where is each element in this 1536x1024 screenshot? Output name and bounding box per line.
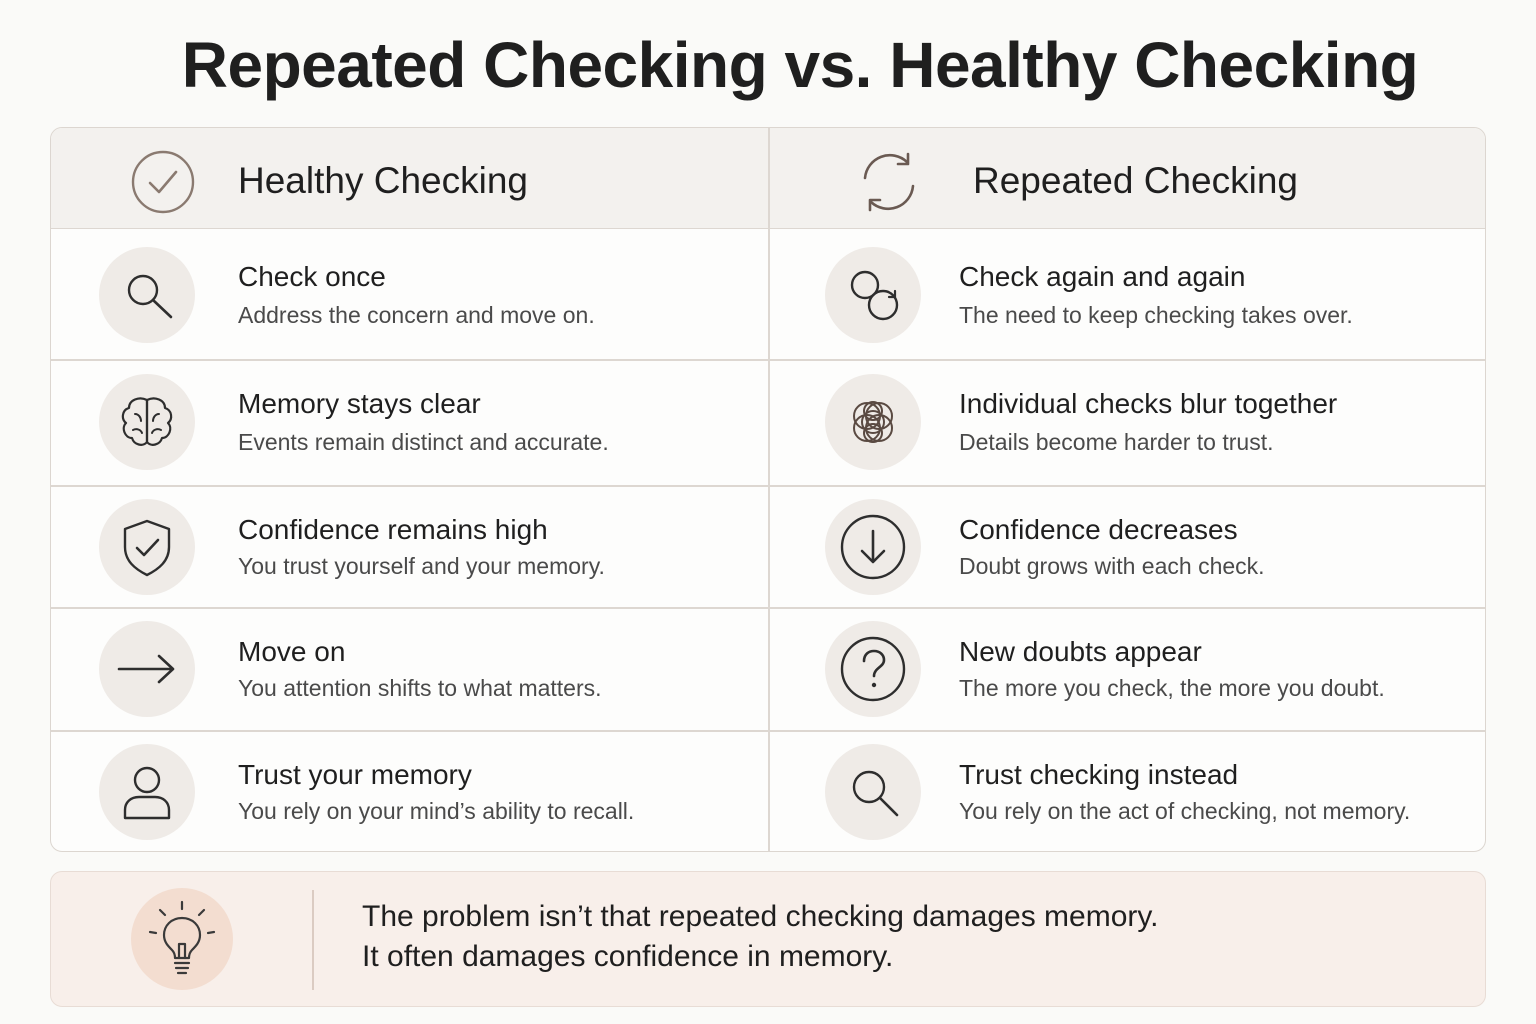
lightbulb-icon [131,888,233,990]
callout-text-line-1: The problem isn’t that repeated checking damages memory. [362,900,1159,933]
header-healthy [51,128,768,229]
page-title: Repeated Checking vs. Healthy Checking [181,29,1419,101]
row-title: Confidence remains high [238,514,548,545]
row-description: You rely on your mind’s ability to recall. [238,798,635,824]
row-3-healthy [51,487,768,607]
magnifier-repeat-icon [825,247,921,343]
callout-text-line-2: It often damages confidence in memory. [362,940,894,973]
arrow-down-circle-icon [825,499,921,595]
row-4-repeated [769,609,1486,730]
person-icon [99,744,195,840]
row-title: Individual checks blur together [959,388,1338,419]
row-description: The more you check, the more you doubt. [959,675,1385,701]
arrow-right-icon [99,621,195,717]
row-3-repeated [769,487,1486,607]
callout-divider [312,890,314,990]
row-description: Events remain distinct and accurate. [238,429,609,455]
header-repeated-label: Repeated Checking [973,160,1298,201]
shield-check-icon [99,499,195,595]
row-description: The need to keep checking takes over. [959,302,1353,328]
row-description: Doubt grows with each check. [959,553,1265,579]
row-description: Address the concern and move on. [238,302,595,328]
row-title: New doubts appear [959,636,1202,667]
row-title: Memory stays clear [238,388,481,419]
row-1-repeated [769,229,1486,359]
row-description: Details become harder to trust. [959,429,1274,455]
check-circle-icon [129,148,197,216]
header-healthy-label: Healthy Checking [238,160,528,201]
row-description: You attention shifts to what matters. [238,675,602,701]
header-repeated [769,128,1486,229]
comparison-table [50,127,1486,852]
question-circle-icon [825,621,921,717]
row-title: Check again and again [959,261,1246,292]
brain-icon [99,374,195,470]
row-1-healthy [51,229,768,359]
row-2-healthy [51,361,768,485]
row-title: Move on [238,636,346,667]
row-title: Confidence decreases [959,514,1238,545]
row-title: Check once [238,261,386,292]
row-5-healthy [51,732,768,852]
magnifier-icon [825,744,921,840]
magnifier-icon [99,247,195,343]
refresh-cycle-icon [855,148,923,216]
row-2-repeated [769,361,1486,485]
row-4-healthy [51,609,768,730]
row-title: Trust checking instead [959,759,1239,790]
row-description: You rely on the act of checking, not memory. [959,798,1411,824]
row-5-repeated [769,732,1486,852]
tangled-circles-icon [825,374,921,470]
row-description: You trust yourself and your memory. [238,553,605,579]
row-title: Trust your memory [238,759,472,790]
insight-callout [50,871,1486,1007]
